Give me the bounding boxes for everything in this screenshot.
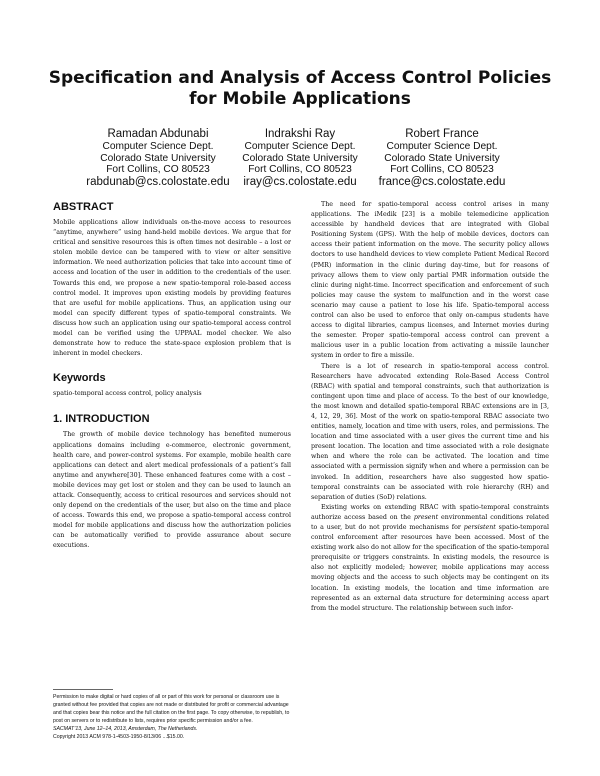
author-email: france@cs.colostate.edu — [378, 175, 506, 188]
emphasis-persistent: persistent — [463, 524, 496, 531]
keywords-text: spatio-temporal access control, policy analysis — [53, 390, 202, 398]
left-column — [53, 200, 291, 552]
body-paragraph — [311, 503, 549, 614]
author-city: Fort Collins, CO 80523 — [106, 164, 210, 175]
author-3 — [357, 128, 527, 188]
author-dept: Computer Science Dept. — [386, 141, 498, 152]
permission-text: Permission to make digital or hard copies of all or part of this work for personal or classroom use is granted without fee provided that copies are not made or distributed for profit or commercial advantage and that copies bear this notice and the full citation on the first page. To copy otherwise, to republish, to post on servers or to redistribute to lists, requires prior specific permission and/or a fee. — [53, 694, 290, 724]
author-name: Indrakshi Ray — [264, 128, 336, 140]
emphasis-present: present — [413, 513, 439, 521]
introduction-heading: 1. INTRODUCTION — [53, 413, 150, 426]
text-run: environmental conditions related to a user, but do not provide mechanisms for — [311, 513, 549, 531]
body-paragraph: The need for spatio-temporal access control arises in many applications. The iMedik [23] is a mobile telemedicine application accessible by handheld devices that are integrated with Global Positioning System (GPS). With the help of mobile devices, doctors can access their patient information on the move. The security policy allows doctors to use handheld devices to view complete Patient Medical Record (PMR) information in the clinic during day-time, but for reasons of privacy allows them to view only partial PMR information outside the clinic during night-time. Incorrect specification and enforcement of such policies may cause the system to malfunction and in the worst case scenario may cause a patient to lose his life. Spatio-temporal access control can also be used to enforce that only on-campus students have access to digital libraries, campus licenses, and Internet movies during the semester. Proper spatio-temporal access control can prevent a malicious user in a public location from activating a missile launcher system in order to fire a missile. — [311, 201, 549, 360]
author-city: Fort Collins, CO 80523 — [390, 164, 494, 175]
author-univ: Colorado State University — [384, 152, 500, 164]
author-block — [0, 128, 600, 192]
venue-line: SACMAT’13, June 12–14, 2013, Amsterdam, The Netherlands. — [53, 726, 198, 732]
keywords-heading: Keywords — [53, 372, 106, 385]
author-univ: Colorado State University — [100, 152, 216, 164]
abstract-text: Mobile applications allow individuals on-the-move access to resources “anytime, anywhere” using hand-held mobile devices. We argue that for critical and sensitive resources this is often times not desirable – a lost or stolen mobile device can be tampered with to view or alter sensitive information. We need authorization policies that take into account time of access and location of the user in addition to the credentials of the user. Towards this end, we propose a new spatio-temporal role-based access control model. It improves upon existing models by providing features that are useful for mobile applications. Thus, an application using our model can specify different types of spatio-temporal constraints. We discuss how such an application using our spatio-temporal access control model can be verified using the UPPAAL model checker. We also demonstrate how to reduce the state-space explosion problem that is inherent in model checkers. — [53, 219, 291, 358]
author-dept: Computer Science Dept. — [102, 141, 214, 152]
text-run: spatio-temporal control enforcement after resources have been accessed. Most of the existing work also do not allow for the specification of the spatio-temporal prerequisite or triggers constraints. In existing models, the resource is also not explicitly modeled; however, mobile applications may access moving objects and the access to such objects may be contingent on its location. In existing models, the location and time information are represented as an external data structure for determining access apart from the model structure. The relationship between such infor- — [311, 524, 549, 612]
copyright-line: Copyright 2013 ACM 978-1-4503-1950-8/13/06 ...$15.00. — [53, 734, 185, 740]
body-paragraph: There is a lot of research in spatio-temporal access control. Researchers have advocated extending Role-Based Access Control (RBAC) with spatial and temporal constraints, such that authorization is contingent upon time and place of access. To the best of our knowledge, the most known and detailed spatio-temporal RBAC extensions are in [3, 4, 12, 29, 36]. Most of the work on spatio-temporal RBAC associate two entities, namely, location and time with users, roles, and permissions. The location and time associated with a user gives the current time and his present location. The location and time associated with a role designate when and where the role can be activated. The location and time associated with a permission signify when and where a permission can be invoked. In addition, researchers have also suggested how spatio-temporal constraints can be associated with role hierarchy (RH) and separation of duties (SoD) relations. — [311, 362, 549, 501]
right-column — [311, 200, 549, 614]
text-run: Existing works on extending RBAC with spatio-temporal constraints authorize access based on the — [311, 503, 549, 521]
abstract-heading: ABSTRACT — [53, 201, 114, 213]
permission-footnote — [53, 689, 291, 741]
author-name: Robert France — [405, 128, 479, 140]
intro-paragraph: The growth of mobile device technology has benefited numerous applications domains including e-commerce, electronic government, health care, and power-control systems. For example, mobile health care applications can detect and alert medical professionals of a patient’s fall anytime and anywhere[30]. These enhanced features come with a cost – mobile devices may get lost or stolen and they can be used to launch an attack. Consequently, access to critical resources and services should not only depend on the credentials of the user, but also on the time and place of access. Towards this end, we propose a spatio-temporal access control model for mobile applications and discuss how the authorization policies can be automatically verified to provide assurance about secure executions. — [53, 431, 291, 550]
author-univ: Colorado State University — [242, 152, 358, 164]
author-email: iray@cs.colostate.edu — [243, 175, 357, 188]
footnote-rule — [53, 689, 113, 690]
author-city: Fort Collins, CO 80523 — [248, 164, 352, 175]
author-dept: Computer Science Dept. — [244, 141, 356, 152]
author-name: Ramadan Abdunabi — [107, 128, 209, 140]
paper-title: Specification and Analysis of Access Control Policies for Mobile Applications — [48, 68, 552, 109]
author-email: rabdunab@cs.colostate.edu — [86, 175, 230, 188]
